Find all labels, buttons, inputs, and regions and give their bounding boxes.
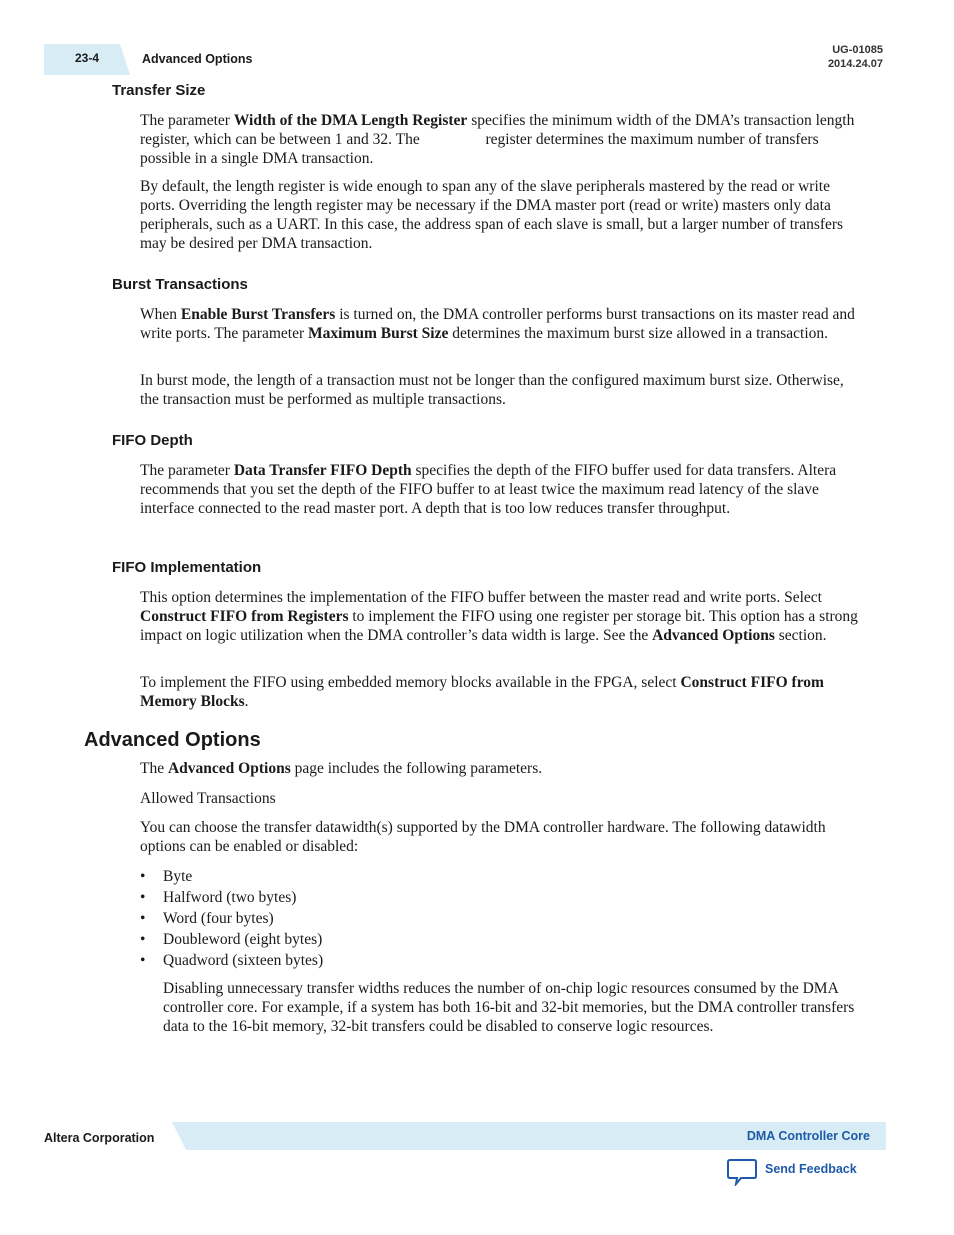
paragraph-transfer-size-1: The parameter Width of the DMA Length Register specifies the minimum width of the DMA’s transaction length register, which can be between 1 and 32. The register determines the maximum number of transfers possible in a single DMA transaction.	[140, 112, 855, 167]
paragraph-transfer-size-2: By default, the length register is wide enough to span any of the slave peripherals mastered by the read or write ports. Overriding the length register may be necessary if the DMA master port (read or write) masters only data peripherals, such as a UART. In this case, the address span of each slave is small, but a larger number of transfers may be desired per DMA transaction.	[140, 178, 844, 252]
heading-fifo-depth: FIFO Depth	[112, 432, 193, 449]
datawidth-list	[140, 866, 323, 971]
speech-bubble-icon[interactable]	[727, 1158, 757, 1186]
heading-advanced-options: Advanced Options	[84, 729, 261, 751]
paragraph-allowed-transactions: Allowed Transactions	[140, 790, 276, 807]
header-section-title: Advanced Options	[142, 52, 253, 66]
footer-doc-title-link[interactable]: DMA Controller Core	[746, 1129, 870, 1143]
paragraph-advanced-1: The Advanced Options page includes the following parameters.	[140, 760, 543, 777]
doc-date: 2014.24.07	[827, 58, 883, 70]
paragraph-burst-1: When Enable Burst Transfers is turned on, the DMA controller performs burst transactions on its master read and write ports. The parameter Maximum Burst Size determines the maximum burst size allowed in a transaction.	[140, 306, 855, 342]
paragraph-fifo-impl-2: To implement the FIFO using embedded memory blocks available in the FPGA, select Construct FIFO from Memory Blocks.	[140, 674, 824, 710]
heading-transfer-size: Transfer Size	[112, 82, 206, 99]
doc-id-block	[828, 43, 883, 71]
paragraph-advanced-3: You can choose the transfer datawidth(s) supported by the DMA controller hardware. The following datawidth options can be enabled or disabled:	[140, 819, 826, 855]
page-number: 23-4	[75, 51, 100, 65]
heading-burst-transactions: Burst Transactions	[112, 276, 248, 293]
paragraph-advanced-4: Disabling unnecessary transfer widths reduces the number of on-chip logic resources consumed by the DMA controller core. For example, if a system has both 16-bit and 32-bit memories, but the DMA controller transfers data to the 16-bit memory, 32-bit transfers could be disabled to conserve logic resources.	[163, 980, 855, 1035]
footer-company: Altera Corporation	[44, 1131, 155, 1145]
heading-fifo-implementation: FIFO Implementation	[112, 559, 262, 576]
list-item: • Halfword (two bytes)	[140, 887, 323, 908]
paragraph-burst-2: In burst mode, the length of a transaction must not be longer than the configured maximum burst size. Otherwise, the transaction must be performed as multiple transactions.	[140, 372, 844, 408]
list-item: • Quadword (sixteen bytes)	[140, 950, 323, 971]
list-item: • Byte	[140, 866, 323, 887]
list-item: • Word (four bytes)	[140, 908, 323, 929]
paragraph-fifo-depth: The parameter Data Transfer FIFO Depth specifies the depth of the FIFO buffer used for data transfers. Altera recommends that you set the depth of the FIFO buffer to at least twice the maximum read latency of the slave interface connected to the read master port. A depth that is too low reduces transfer throughput.	[140, 462, 837, 517]
doc-id: UG-01085	[832, 44, 883, 56]
list-item: • Doubleword (eight bytes)	[140, 929, 323, 950]
paragraph-fifo-impl-1: This option determines the implementation of the FIFO buffer between the master read and write ports. Select Construct FIFO from Registers to implement the FIFO using one register per storage bit. This option has a strong impact on logic utilization when the DMA controller’s data width is large. See the Advanced Options section.	[140, 589, 858, 644]
send-feedback-link[interactable]: Send Feedback	[765, 1162, 857, 1176]
